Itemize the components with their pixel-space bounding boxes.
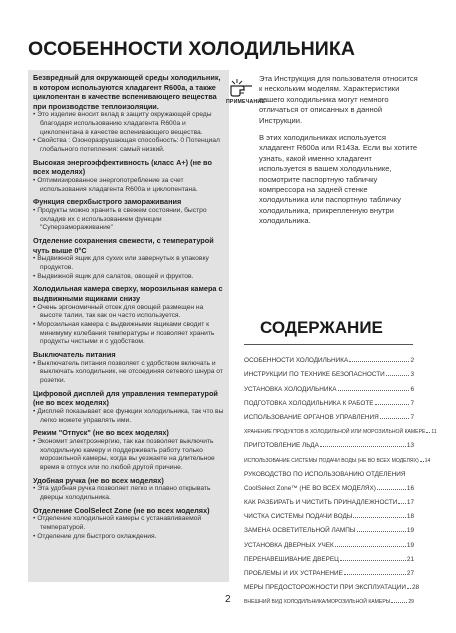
toc-divider	[244, 344, 413, 345]
toc-item[interactable]	[244, 464, 414, 478]
feature-section	[33, 476, 224, 503]
toc-item-label: УСТАНОВКА ХОЛОДИЛЬНИКА	[244, 385, 337, 393]
note-text	[259, 74, 419, 234]
feature-title: Отделение CoolSelect Zone (не во всех моделях)	[33, 505, 210, 515]
toc-item[interactable]	[244, 364, 414, 378]
feature-title: Безвредный для окружающей среды холодильник, в котором используются хладагент R600a, а также циклопентан в качестве вспенивающего вещества при производстве теплоизоляции.	[33, 73, 221, 111]
toc-item[interactable]	[244, 577, 420, 592]
toc-leader-dots	[320, 446, 406, 447]
toc-leader-dots	[380, 418, 410, 419]
feature-title: Отделение сохранения свежести, с температурой чуть выше 0°C	[33, 236, 214, 255]
toc-item-page: 7	[410, 399, 414, 407]
feature-bullet: • Эта удобная ручка позволяет легко и плавно открывать дверцы холодильника.	[33, 485, 224, 502]
toc-item-label: РУКОВОДСТВО ПО ИСПОЛЬЗОВАНИЮ ОТДЕЛЕНИЯ	[244, 470, 406, 478]
feature-bullets	[33, 485, 224, 502]
feature-section	[33, 73, 224, 155]
toc-item-page: 27	[406, 570, 414, 577]
toc-item-page: 17	[406, 499, 414, 507]
toc-item-page: 16	[406, 484, 414, 492]
feature-section	[33, 389, 224, 426]
toc-item[interactable]	[244, 435, 414, 449]
toc-item-label: ВНЕШНИЙ ВИД ХОЛОДИЛЬНИКА/МОРОЗИЛЬНОЙ КАМЕРЫ	[244, 599, 391, 606]
feature-title: Холодильная камера сверху, морозильная камера с выдвижными ящиками снизу	[33, 284, 223, 304]
note-paragraph: В этих холодильниках используется хладагент R600a или R143a. Если вы хотите узнать, какой именно хладагент используется в вашем холодильнике, посмотрите паспортную табличку компрессора на задней стенке холодильника или паспортную табличку холодильника, прикрепленную внутри холодильника.	[259, 133, 418, 226]
toc-item[interactable]	[244, 520, 414, 534]
toc-item-label: ПЕРЕНАВЕШИВАНИЕ ДВЕРЕЦ	[244, 555, 339, 563]
toc-item[interactable]	[244, 407, 414, 421]
toc-item-label: ИНСТРУКЦИИ ПО ТЕХНИКЕ БЕЗОПАСНОСТИ	[244, 371, 385, 379]
toc-leader-dots	[349, 361, 409, 362]
toc-item-page: 18	[406, 513, 414, 521]
toc-item-page: 13	[406, 442, 414, 450]
feature-bullet: • Выдвижной ящик для салатов, овощей и фруктов.	[33, 273, 224, 282]
feature-section	[33, 428, 224, 472]
feature-bullets	[33, 255, 224, 281]
toc-item-label: ИСПОЛЬЗОВАНИЕ СИСТЕМЫ ПОДАЧИ ВОДЫ (НЕ ВО ВСЕХ МОДЕЛЯХ)	[244, 457, 419, 464]
feature-bullets	[33, 207, 224, 233]
feature-bullet: • Экономит электроэнергию, так как позволяет выключить холодильную камеру и поддерживать работу только морозильной камеры, когда вы уезжаете на длительное время в отпуск или по любой другой причине.	[33, 438, 224, 473]
feature-bullets	[33, 438, 224, 473]
toc-item[interactable]	[244, 449, 431, 464]
feature-bullets	[33, 111, 224, 155]
feature-bullets	[33, 408, 224, 425]
toc-leader-dots	[407, 588, 411, 589]
toc-leader-dots	[420, 461, 424, 462]
toc-leader-dots	[344, 574, 406, 575]
toc-item[interactable]	[244, 492, 414, 506]
toc-item-label: ПОДГОТОВКА ХОЛОДИЛЬНИКА К РАБОТЕ	[244, 399, 374, 407]
toc-item-page: 29	[408, 599, 414, 606]
features-panel	[28, 70, 229, 582]
toc-leader-dots	[377, 489, 406, 490]
feature-title: Высокая энергоэффективность (класс А+) (не во всех моделях)	[33, 157, 212, 177]
toc-item[interactable]	[244, 563, 414, 577]
toc-leader-dots	[340, 560, 406, 561]
note-label: ПРИМЕЧАНИЕ	[226, 99, 266, 105]
feature-bullet: • Выдвижной ящик для сухих или завернутых в упаковку продуктов.	[33, 255, 224, 272]
feature-bullet: • Дисплей показывает все функции холодильника, так что вы легко можете управлять ими.	[33, 408, 224, 425]
toc-item-page: 6	[410, 385, 414, 393]
toc-item[interactable]	[244, 534, 414, 548]
toc-item-label: МЕРЫ ПРЕДОСТОРОЖНОСТИ ПРИ ЭКСПЛУАТАЦИИ	[244, 584, 406, 592]
feature-bullet: • Выключатель питания позволяет с удобством включать и выключать холодильник, не отсоединяя сетевого шнура от розетки.	[33, 360, 224, 386]
feature-section	[33, 284, 224, 347]
feature-bullet: • Продукты можно хранить в свежем состоянии, быстро охладив их с использованием функции "Суперзамораживание"	[33, 207, 224, 233]
feature-bullet: • Свойства : Озоноразрушающая способность: 0 Потенциал глобального потепления: самый низкий.	[33, 137, 224, 154]
feature-section	[33, 350, 224, 386]
feature-bullet: • Это изделие вносит вклад в защиту окружающей среды благодаря использованию хладагента R600a и циклопентана в качестве вспенивающего вещества.	[33, 111, 224, 137]
toc-leader-dots	[338, 390, 410, 391]
feature-bullets	[33, 304, 224, 348]
toc-leader-dots	[335, 546, 406, 547]
note-paragraph: Эта Инструкция для пользователя относится к нескольким моделям. Характеристики вашего холодильника могут немного отличаться от описанных в данной Инструкции.	[259, 74, 418, 125]
feature-title: Функция сверхбыстрого замораживания	[33, 197, 182, 207]
page-title: ОСОБЕННОСТИ ХОЛОДИЛЬНИКА	[28, 38, 356, 60]
feature-bullet: • Оптимизированное энергопотребление за счет использования хладагента R600a и циклопентана.	[33, 177, 224, 194]
toc-item-page: 3	[410, 371, 414, 379]
feature-section	[33, 236, 224, 281]
toc-leader-dots	[426, 432, 430, 433]
feature-title: Удобная ручка (не во всех моделях)	[33, 475, 164, 485]
feature-bullet: • Очень эргономичный отсек для овощей размещен на высоте талии, так как он часто используется.	[33, 304, 224, 321]
toc-item-page: 2	[410, 357, 414, 365]
toc-item-label: КАК РАЗБИРАТЬ И ЧИСТИТЬ ПРИНАДЛЕЖНОСТИ	[244, 499, 398, 507]
toc-item[interactable]	[244, 506, 414, 520]
feature-bullets	[33, 360, 224, 386]
page-number: 2	[225, 594, 231, 605]
feature-section	[33, 197, 224, 233]
feature-title: Цифровой дисплей для управления температурой (не во всех моделях)	[33, 388, 218, 408]
toc-item[interactable]	[244, 350, 414, 364]
toc-item-label: CoolSelect Zone™ (НЕ ВО ВСЕХ МОДЕЛЯХ)	[244, 484, 376, 492]
toc-leader-dots	[386, 375, 410, 376]
toc-item-page: 14	[424, 457, 431, 464]
toc-item-label: УСТАНОВКА ДВЕРНЫХ УЧЕК	[244, 541, 334, 549]
feature-bullet: • Морозильная камера с выдвижными ящиками сводит к минимуму колебания температуры и позволяет хранить продукты чистыми и с удобством.	[33, 321, 224, 347]
toc-item-label: ОСОБЕННОСТИ ХОЛОДИЛЬНИКА	[244, 357, 349, 365]
feature-bullet: • Отделение для быстрого охлаждения.	[33, 533, 224, 542]
toc-item-label: ПРИГОТОВЛЕНИЕ ЛЬДА	[244, 442, 319, 450]
feature-bullet: • Отделение холодильной камеры с устанавливаемой температурой.	[33, 515, 224, 532]
toc-leader-dots	[375, 404, 410, 405]
toc-item-page: 7	[410, 413, 414, 421]
toc-leader-dots	[391, 602, 407, 603]
toc-item-page: 19	[406, 527, 414, 535]
feature-title: Режим "Отпуск" (не во всех моделях)	[33, 428, 169, 438]
toc-item-page: 11	[431, 429, 437, 436]
toc-item[interactable]	[244, 478, 414, 492]
toc-item-label: ПРОБЛЕМЫ И ИХ УСТРАНЕНИЕ	[244, 570, 343, 577]
toc-item[interactable]	[244, 378, 414, 392]
toc-item[interactable]	[244, 549, 414, 563]
feature-section	[33, 158, 224, 195]
toc-item-page: 28	[411, 584, 420, 592]
toc-item[interactable]	[244, 393, 414, 407]
toc-leader-dots	[357, 531, 406, 532]
toc-item-page: 21	[406, 555, 414, 563]
toc-leader-dots	[398, 503, 406, 504]
toc-item[interactable]	[244, 421, 437, 436]
pointing-hand-icon	[229, 78, 255, 98]
toc-item-label: ЧИСТКА СИСТЕМЫ ПОДАЧИ ВОДЫ	[244, 513, 353, 521]
note-block-icon	[226, 78, 266, 108]
toc-item-label: ЗАМЕНА ОСВЕТИТЕЛЬНОЙ ЛАМПЫ	[244, 527, 356, 535]
feature-bullets	[33, 515, 224, 541]
toc-item-label: ХРАНЕНИЕ ПРОДУКТОВ В ХОЛОДИЛЬНОЙ ИЛИ МОРОЗИЛЬНОЙ КАМЕРЕ	[244, 429, 426, 436]
table-of-contents	[244, 350, 437, 606]
toc-leader-dots	[353, 517, 405, 518]
toc-item-page: 19	[406, 541, 414, 549]
feature-section	[33, 506, 224, 542]
feature-title: Выключатель питания	[33, 350, 116, 360]
toc-title: СОДЕРЖАНИЕ	[260, 318, 383, 337]
toc-item[interactable]	[244, 591, 414, 605]
feature-bullets	[33, 177, 224, 194]
toc-item-label: ИСПОЛЬЗОВАНИЕ ОРГАНОВ УПРАВЛЕНИЯ	[244, 413, 379, 421]
